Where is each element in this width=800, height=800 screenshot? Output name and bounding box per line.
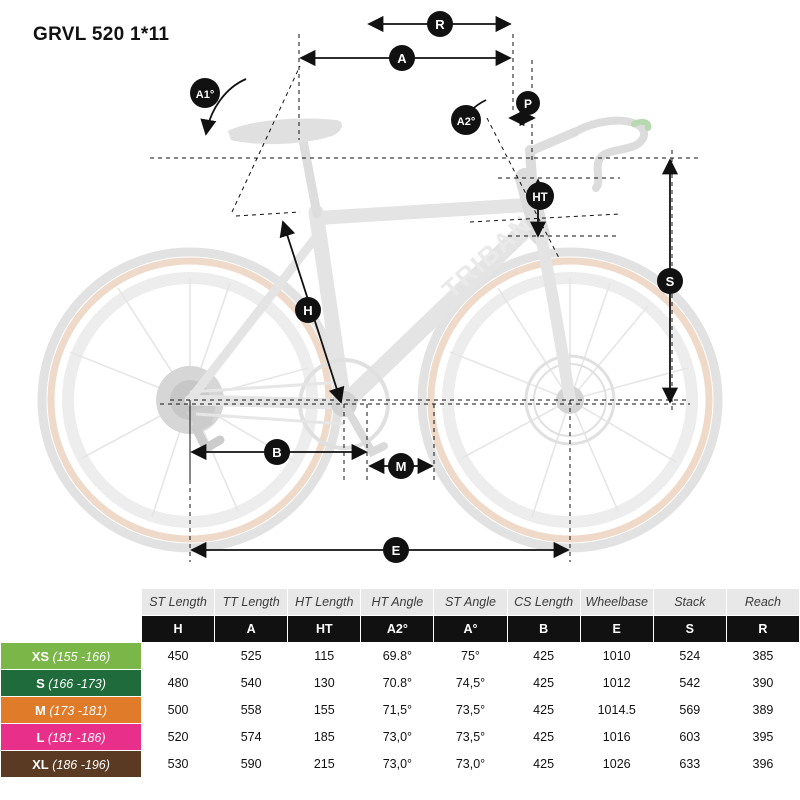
size-label-xs: XS (155 -166)	[1, 643, 142, 670]
cell-l-e: 1016	[580, 724, 653, 751]
cell-xl-h: 530	[142, 751, 215, 778]
cell-s-a: 74,5°	[434, 670, 507, 697]
header-reach: Reach	[726, 589, 799, 616]
cell-xl-a2: 73,0°	[361, 751, 434, 778]
symbol-h: H	[142, 616, 215, 643]
cell-xl-s: 633	[653, 751, 726, 778]
svg-text:R: R	[435, 17, 445, 32]
header-st-angle: ST Angle	[434, 589, 507, 616]
table-header-row	[1, 589, 800, 616]
cell-xs-b: 425	[507, 643, 580, 670]
symbol-corner-cell	[1, 616, 142, 643]
cell-l-a2: 73,0°	[361, 724, 434, 751]
cell-xs-e: 1010	[580, 643, 653, 670]
size-label-xl: XL (186 -196)	[1, 751, 142, 778]
cell-m-ht: 155	[288, 697, 361, 724]
cell-xs-a2: 69.8°	[361, 643, 434, 670]
svg-text:E: E	[391, 543, 401, 558]
cell-s-b: 425	[507, 670, 580, 697]
callout-P	[516, 91, 540, 115]
cell-l-a: 73,5°	[434, 724, 507, 751]
cell-m-a2: 71,5°	[361, 697, 434, 724]
symbol-ht: HT	[288, 616, 361, 643]
callout-A	[389, 45, 415, 71]
geometry-table	[0, 588, 800, 778]
cell-l-ht: 185	[288, 724, 361, 751]
header-st-length: ST Length	[142, 589, 215, 616]
symbol-b: B	[507, 616, 580, 643]
size-label-s: S (166 -173)	[1, 670, 142, 697]
callout-A1	[190, 78, 220, 108]
bike-illustration	[42, 118, 718, 548]
cell-xs-r: 385	[726, 643, 799, 670]
svg-text:P: P	[523, 97, 533, 111]
svg-text:A: A	[397, 51, 407, 66]
svg-text:HT: HT	[532, 192, 548, 204]
svg-text:B: B	[272, 445, 282, 460]
header-wheelbase: Wheelbase	[580, 589, 653, 616]
callout-A2	[451, 105, 481, 135]
cell-l-b: 425	[507, 724, 580, 751]
cell-xs-s: 524	[653, 643, 726, 670]
cell-xl-a: 73,0°	[434, 751, 507, 778]
table-row	[1, 751, 800, 778]
cell-s-r: 390	[726, 670, 799, 697]
svg-text:A1°: A1°	[195, 89, 215, 101]
cell-m-s: 569	[653, 697, 726, 724]
symbol-a: A	[215, 616, 288, 643]
table-row	[1, 643, 800, 670]
cell-l-r: 395	[726, 724, 799, 751]
table-corner-cell	[1, 589, 142, 616]
cell-m-h: 500	[142, 697, 215, 724]
header-ht-length: HT Length	[288, 589, 361, 616]
cell-xs-a: 525	[215, 643, 288, 670]
cell-xl-e: 1026	[580, 751, 653, 778]
callout-E	[383, 537, 409, 563]
table-row	[1, 697, 800, 724]
page-title: GRVL 520 1*11	[33, 24, 170, 45]
callout-H	[295, 297, 321, 323]
cell-m-b: 425	[507, 697, 580, 724]
svg-text:H: H	[303, 303, 313, 318]
table-symbol-row	[1, 616, 800, 643]
header-tt-length: TT Length	[215, 589, 288, 616]
size-label-l: L (181 -186)	[1, 724, 142, 751]
cell-s-s: 542	[653, 670, 726, 697]
cell-xs-h: 450	[142, 643, 215, 670]
cell-s-ht: 130	[288, 670, 361, 697]
symbol-a2: A2°	[361, 616, 434, 643]
header-stack: Stack	[653, 589, 726, 616]
table-row	[1, 670, 800, 697]
cell-xs-ht: 115	[288, 643, 361, 670]
callout-HT	[526, 182, 554, 210]
cell-m-a: 73,5°	[434, 697, 507, 724]
callout-M	[388, 453, 414, 479]
svg-text:M: M	[395, 459, 407, 474]
cell-m-e: 1014.5	[580, 697, 653, 724]
cell-m-r: 389	[726, 697, 799, 724]
cell-xs-a: 75°	[434, 643, 507, 670]
cell-m-a: 558	[215, 697, 288, 724]
header-ht-angle: HT Angle	[361, 589, 434, 616]
header-cs-length: CS Length	[507, 589, 580, 616]
cell-s-a: 540	[215, 670, 288, 697]
cell-xl-a: 590	[215, 751, 288, 778]
callout-S	[657, 268, 683, 294]
callout-B	[264, 439, 290, 465]
cell-s-h: 480	[142, 670, 215, 697]
cell-l-s: 603	[653, 724, 726, 751]
table-row	[1, 724, 800, 751]
cell-xl-ht: 215	[288, 751, 361, 778]
cell-l-a: 574	[215, 724, 288, 751]
svg-text:A2°: A2°	[456, 116, 476, 128]
cell-xl-r: 396	[726, 751, 799, 778]
callout-R	[427, 11, 453, 37]
cell-s-a2: 70.8°	[361, 670, 434, 697]
symbol-s: S	[653, 616, 726, 643]
cell-xl-b: 425	[507, 751, 580, 778]
construction-lines	[150, 34, 700, 562]
svg-text:S: S	[665, 274, 675, 289]
geometry-table-body	[1, 589, 800, 778]
symbol-a-angle: A°	[434, 616, 507, 643]
size-label-m: M (173 -181)	[1, 697, 142, 724]
symbol-e: E	[580, 616, 653, 643]
symbol-r: R	[726, 616, 799, 643]
cell-s-e: 1012	[580, 670, 653, 697]
cell-l-h: 520	[142, 724, 215, 751]
svg-text:TRIBAN: TRIBAN	[435, 208, 538, 305]
